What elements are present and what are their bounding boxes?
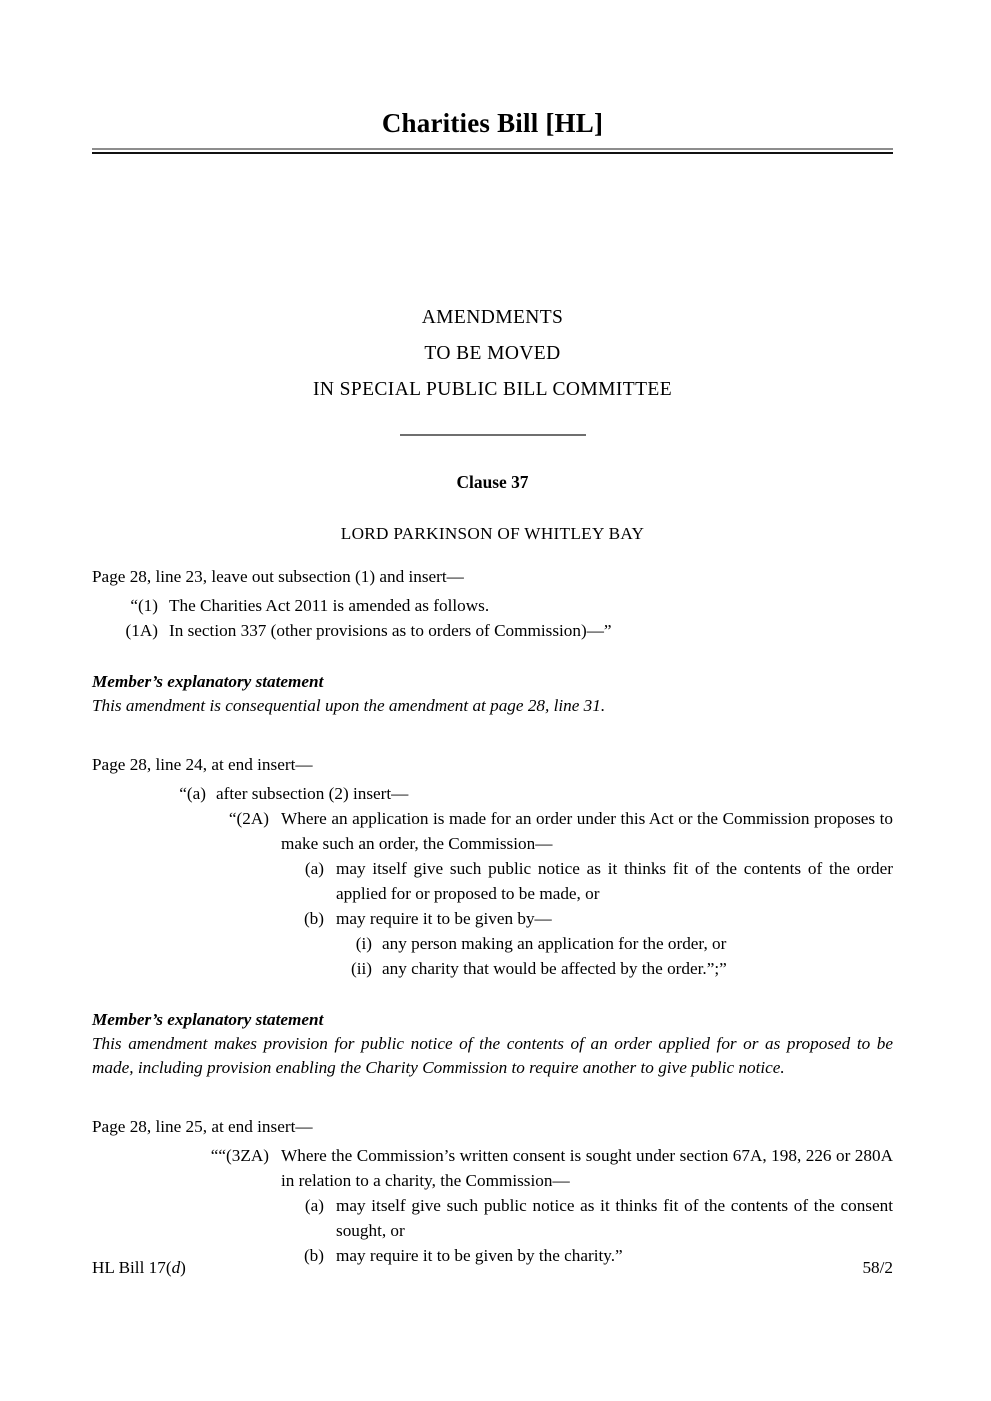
- amendment-2-explanatory-title: Member’s explanatory statement: [92, 1010, 324, 1029]
- amendment-2-item-i-text: any person making an application for the order, or: [382, 934, 727, 953]
- amendment-2-item-a-text: may itself give such public notice as it thinks fit of the contents of the order applied for or proposed to be made, or: [336, 859, 893, 903]
- bill-number-letter: d: [171, 1258, 181, 1277]
- amendment-2-explanatory-text: This amendment makes provision for public notice of the contents of an order applied for or as proposed to be made, including provision enabling the Charity Commission to require another to give public notice.: [92, 1034, 893, 1077]
- amendment-1-explanatory-text: This amendment is consequential upon the amendment at page 28, line 31.: [92, 696, 606, 715]
- running-head-title: Charities Bill [HL]: [381, 108, 604, 138]
- bill-number-suffix: ): [180, 1258, 186, 1277]
- amendment-1-item-1-text: The Charities Act 2011 is amended as follows.: [169, 596, 490, 615]
- amendment-2-subsection-2a-marker: “(2A): [228, 809, 269, 828]
- amendment-2-subsection-2a-text: Where an application is made for an order under this Act or the Commission proposes to make such an order, the Commission—: [281, 809, 893, 853]
- bill-number-prefix: HL Bill 17(: [92, 1258, 172, 1277]
- header-rule-thick: [92, 152, 893, 154]
- amendment-2-para-a-marker: “(a): [179, 784, 206, 803]
- amendment-2-para-a: [92, 781, 893, 806]
- amendment-2-item-b-text: may require it to be given by—: [336, 909, 552, 928]
- bill-number: [92, 1258, 186, 1278]
- amendment-mover-name: LORD PARKINSON OF WHITLEY BAY: [340, 524, 645, 543]
- amendment-3-item-a-marker: (a): [304, 1196, 324, 1215]
- amendment-2-item-i: [92, 931, 893, 956]
- amendment-2-item-ii-marker: (ii): [351, 959, 372, 978]
- front-matter: [92, 300, 893, 436]
- amendment-3-subsection-3za: [92, 1143, 893, 1193]
- amendment-2-item-ii: [92, 956, 893, 981]
- amendment-block-2: [92, 752, 893, 1080]
- amendment-1-item-2: [92, 618, 893, 643]
- amendment-1-lead: Page 28, line 23, leave out subsection (1) and insert—: [92, 567, 464, 586]
- amendment-3-item-a: [92, 1193, 893, 1243]
- clause-heading: Clause 37: [456, 472, 529, 492]
- spacer: [92, 1080, 893, 1114]
- amendment-2-para-a-text: after subsection (2) insert—: [216, 784, 409, 803]
- amendment-2-subsection-2a: [92, 806, 893, 856]
- amendment-3-subsection-3za-text: Where the Commission’s written consent is sought under section 67A, 198, 226 or 280A in relation to a charity, the Commission—: [281, 1146, 893, 1190]
- amendment-3-item-b-marker: (b): [303, 1246, 324, 1265]
- spacer: [92, 643, 893, 669]
- page-number: 58/2: [862, 1258, 893, 1277]
- amendment-block-3: [92, 1114, 893, 1268]
- spacer: [92, 981, 893, 1007]
- amendment-1-explanatory-title: Member’s explanatory statement: [92, 672, 324, 691]
- amendment-2-item-i-marker: (i): [355, 934, 372, 953]
- front-matter-line-3: IN SPECIAL PUBLIC BILL COMMITTEE: [312, 379, 673, 400]
- amendment-2-item-b-marker: (b): [303, 909, 324, 928]
- amendment-3-item-b-text: may require it to be given by the charity.”: [336, 1246, 623, 1265]
- amendment-1-item-1-marker: “(1): [130, 596, 158, 615]
- amendment-2-item-b: [92, 906, 893, 931]
- amendment-2-item-a-marker: (a): [304, 859, 324, 878]
- front-matter-line-1: AMENDMENTS: [421, 307, 564, 328]
- spacer: [92, 718, 893, 752]
- amendment-3-lead: Page 28, line 25, at end insert—: [92, 1117, 313, 1136]
- amendment-3-subsection-3za-marker: ““(3ZA): [210, 1146, 269, 1165]
- amendment-2-item-a: [92, 856, 893, 906]
- amendment-1-item-2-marker: (1A): [125, 621, 158, 640]
- amendment-3-item-a-text: may itself give such public notice as it thinks fit of the contents of the consent sought, or: [336, 1196, 893, 1240]
- document-body: [92, 470, 893, 1268]
- amendment-block-1: [92, 564, 893, 718]
- amendment-1-item-1: [92, 593, 893, 618]
- amendment-2-item-ii-text: any charity that would be affected by the order.”;”: [382, 959, 727, 978]
- amendment-2-lead: Page 28, line 24, at end insert—: [92, 755, 313, 774]
- header-rule: [92, 148, 893, 154]
- page-footer: [92, 1258, 893, 1278]
- front-matter-line-2: TO BE MOVED: [424, 343, 561, 364]
- amendment-1-item-2-text: In section 337 (other provisions as to orders of Commission)—”: [169, 621, 612, 640]
- section-divider-rule: [400, 434, 586, 436]
